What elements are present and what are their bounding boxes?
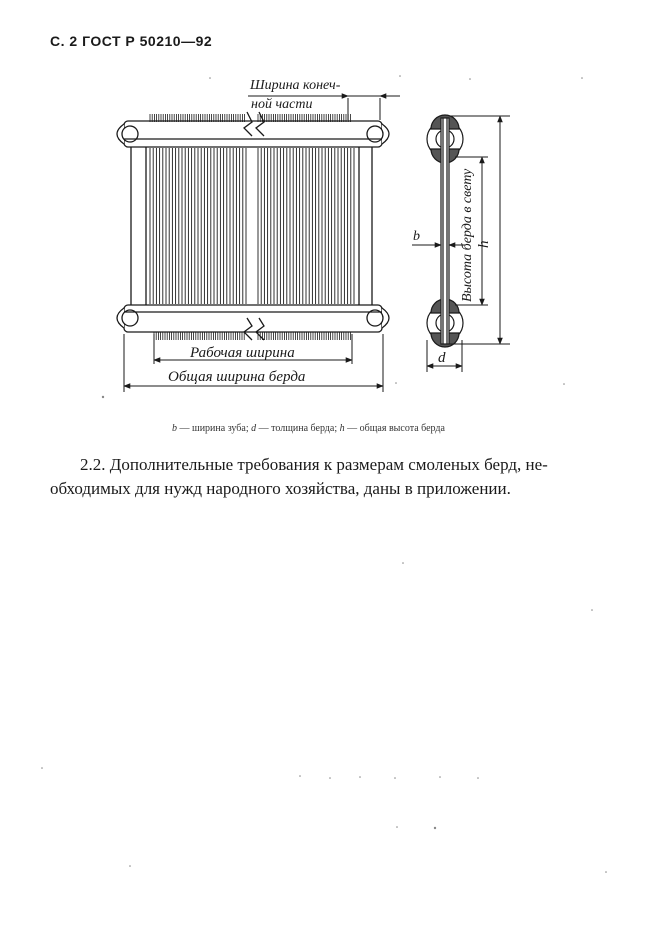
reed-dents-bottom-comb <box>154 332 350 340</box>
label-b: b <box>413 229 420 244</box>
figure-caption <box>172 423 445 434</box>
caption-b-var: b <box>172 423 177 434</box>
paragraph-line-1: 2.2. Дополнительные требования к размерам смоленых берд, не- <box>80 455 548 474</box>
label-d: d <box>438 350 446 366</box>
caption-d-var: d <box>251 423 257 434</box>
label-clear-height: Высота берда в свету <box>460 168 475 302</box>
reed-front-view <box>117 112 389 340</box>
label-end-width-2: ной части <box>251 97 313 112</box>
label-end-width-1: Ширина конеч- <box>250 78 341 93</box>
label-working-width: Рабочая ширина <box>190 345 295 361</box>
body-paragraph <box>50 453 590 501</box>
label-total-width: Общая ширина берда <box>168 369 306 385</box>
reed-dents-field <box>150 148 354 304</box>
top-rod <box>124 121 382 147</box>
caption-h-text: — общая высота берда <box>344 423 445 434</box>
label-h: h <box>476 240 492 248</box>
caption-d-text: — толщина берда; <box>256 423 340 434</box>
reed-side-view <box>427 115 463 347</box>
caption-b-text: — ширина зуба; <box>177 423 252 434</box>
paragraph-line-2: обходимых для нужд народного хозяйства, даны в приложении. <box>50 479 511 498</box>
page-header: С. 2 ГОСТ Р 50210—92 <box>50 33 213 49</box>
caption-h-var: h <box>339 423 345 434</box>
bottom-rod <box>124 305 382 332</box>
